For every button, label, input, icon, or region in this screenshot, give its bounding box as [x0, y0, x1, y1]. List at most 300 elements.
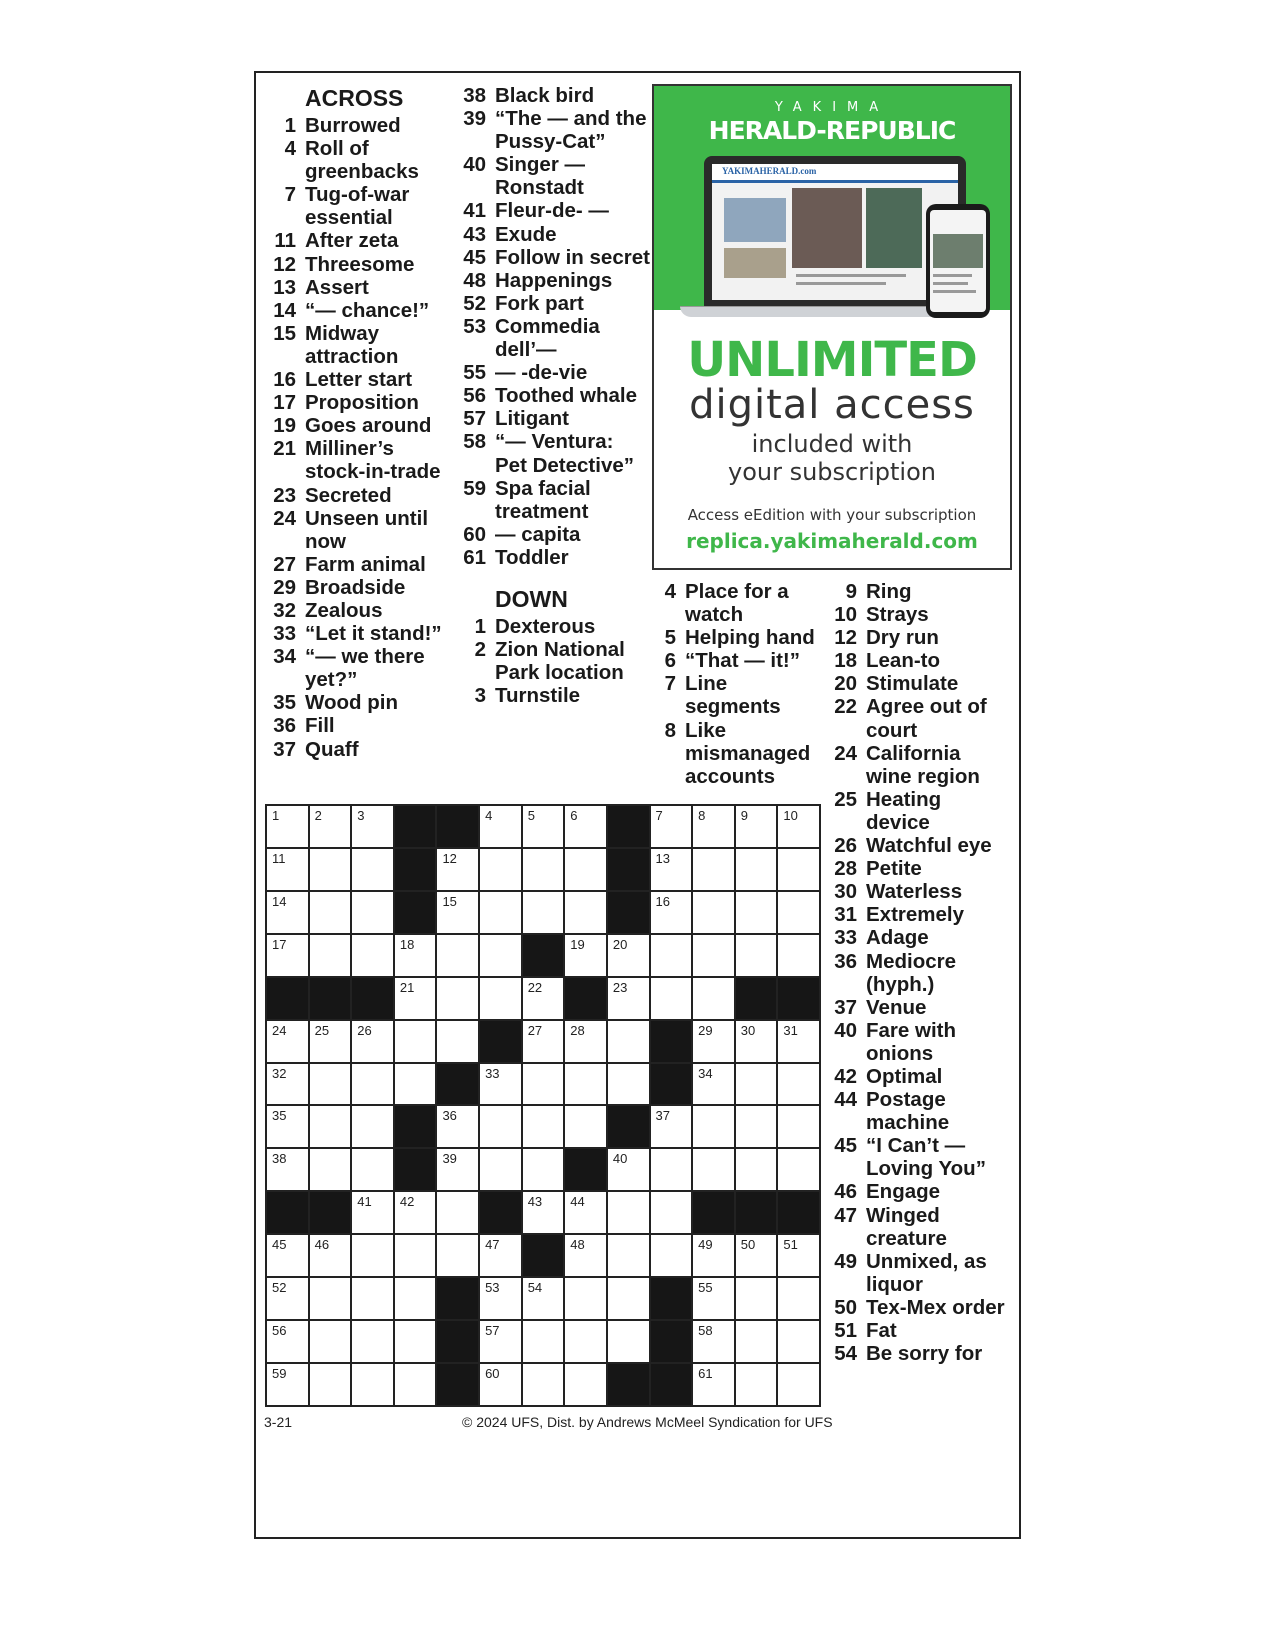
down-clue-40[interactable] [826, 1019, 1006, 1065]
across-clue-21[interactable] [265, 437, 445, 483]
grid-cell[interactable] [693, 1106, 734, 1147]
grid-cell[interactable] [736, 1106, 777, 1147]
grid-cell[interactable] [736, 935, 777, 976]
grid-cell[interactable] [523, 1192, 564, 1233]
clue-number: 54 [834, 1342, 857, 1366]
clue-number: 18 [834, 649, 857, 673]
grid-cell[interactable] [651, 1149, 692, 1190]
grid-cell[interactable] [352, 1064, 393, 1105]
grid-cell[interactable] [395, 1278, 436, 1319]
grid-cell[interactable] [437, 1235, 478, 1276]
clue-text: “— we there yet?” [305, 645, 425, 692]
grid-cell[interactable] [310, 935, 351, 976]
ad-access-text: Access eEdition with your subscription [687, 506, 977, 524]
across-clue-12[interactable] [265, 253, 445, 276]
down-clue-25[interactable] [826, 788, 1006, 834]
cell-number: 5 [527, 808, 535, 823]
grid-cell[interactable] [267, 806, 308, 847]
clue-text: Postage machine [866, 1088, 950, 1135]
grid-cell[interactable] [437, 1192, 478, 1233]
across-clue-19[interactable] [265, 414, 445, 437]
across-clue-59[interactable] [455, 477, 650, 523]
grid-cell[interactable] [608, 1064, 649, 1105]
grid-cell[interactable] [778, 1106, 819, 1147]
grid-cell[interactable] [736, 806, 777, 847]
grid-cell[interactable] [267, 849, 308, 890]
across-clue-23[interactable] [265, 484, 445, 507]
grid-cell[interactable] [693, 892, 734, 933]
grid-cell[interactable] [352, 1364, 393, 1405]
across-clue-24[interactable] [265, 507, 445, 553]
across-clue-15[interactable] [265, 322, 445, 368]
down-clue-47[interactable] [826, 1204, 1006, 1250]
grid-cell[interactable] [310, 1106, 351, 1147]
clue-text: Goes around [305, 414, 432, 438]
grid-cell[interactable] [480, 978, 521, 1019]
copyright-notice: © 2024 UFS, Dist. by Andrews McMeel Syndication for UFS [462, 1414, 833, 1430]
grid-cell[interactable] [565, 1364, 606, 1405]
grid-cell[interactable] [736, 1064, 777, 1105]
grid-cell[interactable] [651, 1192, 692, 1233]
grid-cell[interactable] [608, 1021, 649, 1062]
black-square [267, 978, 308, 1019]
grid-cell[interactable] [693, 1278, 734, 1319]
grid-cell[interactable] [352, 1278, 393, 1319]
down-column-3 [645, 580, 820, 788]
grid-cell[interactable] [437, 1106, 478, 1147]
clue-text: Zealous [305, 598, 383, 622]
grid-cell[interactable] [693, 1021, 734, 1062]
across-clue-35[interactable] [265, 691, 445, 714]
ad-kicker: YAKIMA [774, 100, 890, 115]
grid-cell[interactable] [523, 1149, 564, 1190]
grid-cell[interactable] [352, 806, 393, 847]
grid-cell[interactable] [437, 849, 478, 890]
across-clue-61[interactable] [455, 546, 650, 569]
grid-cell[interactable] [736, 1149, 777, 1190]
cell-number: 14 [272, 893, 287, 909]
cell-number: 49 [698, 1237, 713, 1253]
clue-number: 12 [834, 626, 857, 650]
cell-number: 58 [698, 1323, 713, 1339]
grid-cell[interactable] [437, 1149, 478, 1190]
grid-cell[interactable] [310, 1021, 351, 1062]
grid-cell[interactable] [480, 892, 521, 933]
clue-number: 4 [664, 580, 676, 603]
clue-number: 28 [834, 857, 857, 881]
clue-number: 34 [273, 645, 296, 669]
grid-cell[interactable] [565, 892, 606, 933]
grid-cell[interactable] [310, 849, 351, 890]
grid-cell[interactable] [480, 849, 521, 890]
grid-cell[interactable] [778, 935, 819, 976]
cell-number: 9 [740, 808, 748, 823]
clue-number: 53 [463, 314, 486, 338]
grid-cell[interactable] [480, 806, 521, 847]
grid-cell[interactable] [267, 935, 308, 976]
across-clue-14[interactable] [265, 299, 445, 322]
grid-cell[interactable] [778, 1364, 819, 1405]
grid-cell[interactable] [736, 1278, 777, 1319]
down-clue-33[interactable] [826, 926, 1006, 949]
cell-number: 37 [655, 1108, 670, 1124]
down-clue-44[interactable] [826, 1088, 1006, 1134]
clue-text: Heating device [866, 787, 942, 834]
grid-cell[interactable] [736, 849, 777, 890]
grid-cell[interactable] [480, 1106, 521, 1147]
grid-cell[interactable] [565, 1021, 606, 1062]
across-clue-37[interactable] [265, 738, 445, 761]
grid-cell[interactable] [778, 1149, 819, 1190]
grid-cell[interactable] [395, 1364, 436, 1405]
grid-cell[interactable] [778, 1235, 819, 1276]
grid-cell[interactable] [651, 806, 692, 847]
across-clue-33[interactable] [265, 622, 445, 645]
down-clue-31[interactable] [826, 903, 1006, 926]
clue-number: 44 [834, 1088, 857, 1112]
grid-cell[interactable] [395, 978, 436, 1019]
across-clue-39[interactable] [455, 107, 650, 153]
clue-text: Assert [305, 275, 369, 299]
across-clue-45[interactable] [455, 246, 650, 269]
grid-cell[interactable] [608, 1192, 649, 1233]
clue-text: After zeta [305, 229, 399, 253]
grid-cell[interactable] [523, 806, 564, 847]
down-clue-54[interactable] [826, 1342, 1006, 1365]
grid-cell[interactable] [437, 935, 478, 976]
grid-cell[interactable] [651, 849, 692, 890]
grid-cell[interactable] [480, 1321, 521, 1362]
grid-cell[interactable] [565, 849, 606, 890]
down-clue-20[interactable] [826, 672, 1006, 695]
across-clue-17[interactable] [265, 391, 445, 414]
cell-number: 10 [783, 808, 798, 823]
grid-cell[interactable] [310, 1278, 351, 1319]
across-clue-43[interactable] [455, 223, 650, 246]
clue-text: Mediocre (hyph.) [866, 949, 956, 996]
across-clue-56[interactable] [455, 384, 650, 407]
grid-cell[interactable] [523, 978, 564, 1019]
down-clue-26[interactable] [826, 834, 1006, 857]
grid-cell[interactable] [693, 806, 734, 847]
clue-text: Litigant [495, 407, 570, 431]
down-clue-28[interactable] [826, 857, 1006, 880]
grid-cell[interactable] [480, 1235, 521, 1276]
clue-text: Venue [866, 995, 927, 1019]
down-clue-1[interactable] [455, 615, 650, 638]
grid-cell[interactable] [565, 1064, 606, 1105]
clue-text: Like mismanaged accounts [685, 718, 811, 788]
down-clue-10[interactable] [826, 603, 1006, 626]
black-square [608, 1106, 649, 1147]
grid-cell[interactable] [565, 1278, 606, 1319]
grid-cell[interactable] [523, 892, 564, 933]
cell-number: 32 [272, 1065, 287, 1081]
ad-headline: UNLIMITED [687, 332, 977, 388]
grid-cell[interactable] [608, 978, 649, 1019]
cell-number: 21 [399, 979, 415, 995]
across-clue-48[interactable] [455, 269, 650, 292]
grid-cell[interactable] [693, 978, 734, 1019]
black-square [395, 849, 436, 890]
down-clue-4[interactable] [645, 580, 820, 626]
across-clue-27[interactable] [265, 553, 445, 576]
grid-cell[interactable] [736, 1321, 777, 1362]
black-square [608, 892, 649, 933]
clue-number: 32 [273, 598, 296, 622]
clue-text: “— chance!” [305, 298, 430, 322]
black-square [437, 1064, 478, 1105]
across-clue-38[interactable] [455, 84, 650, 107]
grid-cell[interactable] [736, 1021, 777, 1062]
cell-number: 17 [272, 936, 287, 952]
down-clue-8[interactable] [645, 719, 820, 788]
down-clue-30[interactable] [826, 880, 1006, 903]
across-clue-57[interactable] [455, 407, 650, 430]
down-clue-3[interactable] [455, 684, 650, 707]
grid-cell[interactable] [437, 1021, 478, 1062]
grid-cell[interactable] [565, 1321, 606, 1362]
grid-cell[interactable] [693, 849, 734, 890]
grid-cell[interactable] [608, 935, 649, 976]
grid-cell[interactable] [352, 1321, 393, 1362]
grid-cell[interactable] [267, 1321, 308, 1362]
grid-cell[interactable] [651, 892, 692, 933]
black-square [523, 935, 564, 976]
down-clue-42[interactable] [826, 1065, 1006, 1088]
black-square [693, 1192, 734, 1233]
down-clue-18[interactable] [826, 649, 1006, 672]
across-clue-1[interactable] [265, 114, 445, 137]
black-square [565, 978, 606, 1019]
clue-number: 60 [463, 522, 486, 546]
down-clue-6[interactable] [645, 649, 820, 672]
grid-cell[interactable] [651, 978, 692, 1019]
down-clue-22[interactable] [826, 695, 1006, 741]
down-clue-45[interactable] [826, 1134, 1006, 1180]
grid-cell[interactable] [523, 1106, 564, 1147]
grid-cell[interactable] [267, 1278, 308, 1319]
down-clue-5[interactable] [645, 626, 820, 649]
clue-text: California wine region [866, 741, 980, 788]
grid-cell[interactable] [352, 1192, 393, 1233]
grid-cell[interactable] [352, 849, 393, 890]
across-clue-58[interactable] [455, 430, 650, 476]
grid-cell[interactable] [267, 1235, 308, 1276]
grid-cell[interactable] [310, 892, 351, 933]
cell-number: 53 [485, 1280, 500, 1296]
subscription-ad[interactable] [652, 84, 1012, 570]
grid-cell[interactable] [693, 1149, 734, 1190]
across-clue-60[interactable] [455, 523, 650, 546]
down-clue-9[interactable] [826, 580, 1006, 603]
grid-cell[interactable] [395, 1021, 436, 1062]
clue-text: Tex-Mex order [866, 1295, 1005, 1319]
down-clue-2[interactable] [455, 638, 650, 684]
grid-cell[interactable] [395, 935, 436, 976]
cell-number: 43 [527, 1194, 543, 1210]
clue-number: 51 [834, 1319, 857, 1342]
black-square [437, 1321, 478, 1362]
grid-cell[interactable] [267, 892, 308, 933]
grid-cell[interactable] [523, 1364, 564, 1405]
cell-number: 20 [612, 936, 628, 952]
grid-cell[interactable] [523, 1064, 564, 1105]
grid-cell[interactable] [267, 1021, 308, 1062]
grid-cell[interactable] [736, 1235, 777, 1276]
ad-url-link[interactable]: replica.yakimaherald.com [686, 529, 978, 553]
grid-cell[interactable] [565, 935, 606, 976]
grid-cell[interactable] [480, 1278, 521, 1319]
grid-cell[interactable] [565, 1192, 606, 1233]
grid-cell[interactable] [778, 1064, 819, 1105]
grid-cell[interactable] [693, 1364, 734, 1405]
cell-number: 26 [357, 1022, 372, 1038]
grid-cell[interactable] [565, 806, 606, 847]
across-clue-36[interactable] [265, 714, 445, 737]
grid-cell[interactable] [437, 978, 478, 1019]
clue-text: Spa facial treatment [495, 476, 591, 523]
grid-cell[interactable] [395, 1235, 436, 1276]
clue-number: 14 [273, 298, 296, 322]
clue-number: 19 [273, 414, 296, 438]
grid-cell[interactable] [352, 1149, 393, 1190]
across-clue-52[interactable] [455, 292, 650, 315]
grid-cell[interactable] [693, 1321, 734, 1362]
across-clue-4[interactable] [265, 137, 445, 183]
grid-cell[interactable] [523, 849, 564, 890]
grid-cell[interactable] [693, 1064, 734, 1105]
across-clue-53[interactable] [455, 315, 650, 361]
cell-number: 45 [272, 1237, 287, 1253]
across-clue-41[interactable] [455, 199, 650, 222]
down-clue-24[interactable] [826, 742, 1006, 788]
down-clue-46[interactable] [826, 1180, 1006, 1203]
grid-cell[interactable] [778, 806, 819, 847]
clue-text: Ring [866, 580, 912, 603]
grid-cell[interactable] [480, 1364, 521, 1405]
clue-text: Exude [495, 222, 557, 246]
black-square [523, 1235, 564, 1276]
grid-cell[interactable] [310, 806, 351, 847]
grid-cell[interactable] [565, 1106, 606, 1147]
clue-number: 23 [273, 483, 296, 507]
grid-cell[interactable] [608, 1321, 649, 1362]
grid-cell[interactable] [608, 1278, 649, 1319]
across-clue-16[interactable] [265, 368, 445, 391]
down-clue-37[interactable] [826, 996, 1006, 1019]
grid-cell[interactable] [352, 935, 393, 976]
grid-cell[interactable] [395, 1064, 436, 1105]
across-clue-13[interactable] [265, 276, 445, 299]
cell-number: 42 [399, 1194, 415, 1210]
grid-cell[interactable] [310, 1321, 351, 1362]
grid-cell[interactable] [778, 1021, 819, 1062]
cell-number: 36 [442, 1108, 457, 1124]
grid-cell[interactable] [267, 1149, 308, 1190]
grid-cell[interactable] [523, 1278, 564, 1319]
across-clue-7[interactable] [265, 183, 445, 229]
across-heading: ACROSS [305, 85, 404, 111]
down-clue-51[interactable] [826, 1319, 1006, 1342]
down-clue-50[interactable] [826, 1296, 1006, 1319]
grid-cell[interactable] [778, 1321, 819, 1362]
clue-number: 45 [463, 245, 486, 269]
clue-number: 1 [474, 614, 486, 638]
grid-cell[interactable] [352, 892, 393, 933]
down-clue-49[interactable] [826, 1250, 1006, 1296]
across-clue-55[interactable] [455, 361, 650, 384]
black-square [651, 1064, 692, 1105]
grid-cell[interactable] [352, 1021, 393, 1062]
clue-number: 27 [273, 552, 296, 576]
clue-number: 6 [664, 649, 676, 673]
cell-number: 34 [698, 1065, 713, 1081]
clue-text: Toothed whale [495, 384, 637, 408]
grid-cell[interactable] [480, 1064, 521, 1105]
grid-cell[interactable] [523, 1321, 564, 1362]
clue-text: Winged creature [866, 1203, 947, 1250]
across-clue-32[interactable] [265, 599, 445, 622]
grid-cell[interactable] [437, 892, 478, 933]
grid-cell[interactable] [693, 1235, 734, 1276]
across-clue-11[interactable] [265, 229, 445, 252]
grid-cell[interactable] [395, 1192, 436, 1233]
across-clue-29[interactable] [265, 576, 445, 599]
grid-cell[interactable] [736, 892, 777, 933]
grid-cell[interactable] [651, 935, 692, 976]
grid-cell[interactable] [352, 1106, 393, 1147]
grid-cell[interactable] [267, 1106, 308, 1147]
across-clue-34[interactable] [265, 645, 445, 691]
grid-cell[interactable] [651, 1235, 692, 1276]
grid-cell[interactable] [608, 1149, 649, 1190]
across-clue-40[interactable] [455, 153, 650, 199]
cell-number: 44 [570, 1194, 585, 1210]
clue-number: 16 [273, 368, 296, 392]
grid-cell[interactable] [310, 1235, 351, 1276]
grid-cell[interactable] [267, 1064, 308, 1105]
grid-cell[interactable] [736, 1364, 777, 1405]
cell-number: 52 [272, 1280, 287, 1296]
grid-cell[interactable] [395, 1321, 436, 1362]
grid-cell[interactable] [523, 1021, 564, 1062]
grid-cell[interactable] [778, 849, 819, 890]
grid-cell[interactable] [778, 1278, 819, 1319]
grid-cell[interactable] [480, 1149, 521, 1190]
grid-cell[interactable] [310, 1149, 351, 1190]
grid-cell[interactable] [778, 892, 819, 933]
black-square [651, 1278, 692, 1319]
grid-cell[interactable] [310, 1364, 351, 1405]
grid-cell[interactable] [480, 935, 521, 976]
grid-cell[interactable] [693, 935, 734, 976]
clue-number: 17 [273, 391, 296, 415]
clue-text: Follow in secret [495, 245, 650, 269]
grid-cell[interactable] [651, 1106, 692, 1147]
grid-cell[interactable] [608, 1235, 649, 1276]
grid-cell[interactable] [352, 1235, 393, 1276]
clue-number: 41 [463, 199, 486, 223]
grid-cell[interactable] [267, 1364, 308, 1405]
down-clue-12[interactable] [826, 626, 1006, 649]
clue-number: 1 [284, 114, 296, 137]
cell-number: 31 [783, 1022, 798, 1038]
grid-cell[interactable] [310, 1064, 351, 1105]
down-clue-36[interactable] [826, 950, 1006, 996]
down-clue-7[interactable] [645, 672, 820, 718]
grid-cell[interactable] [565, 1235, 606, 1276]
